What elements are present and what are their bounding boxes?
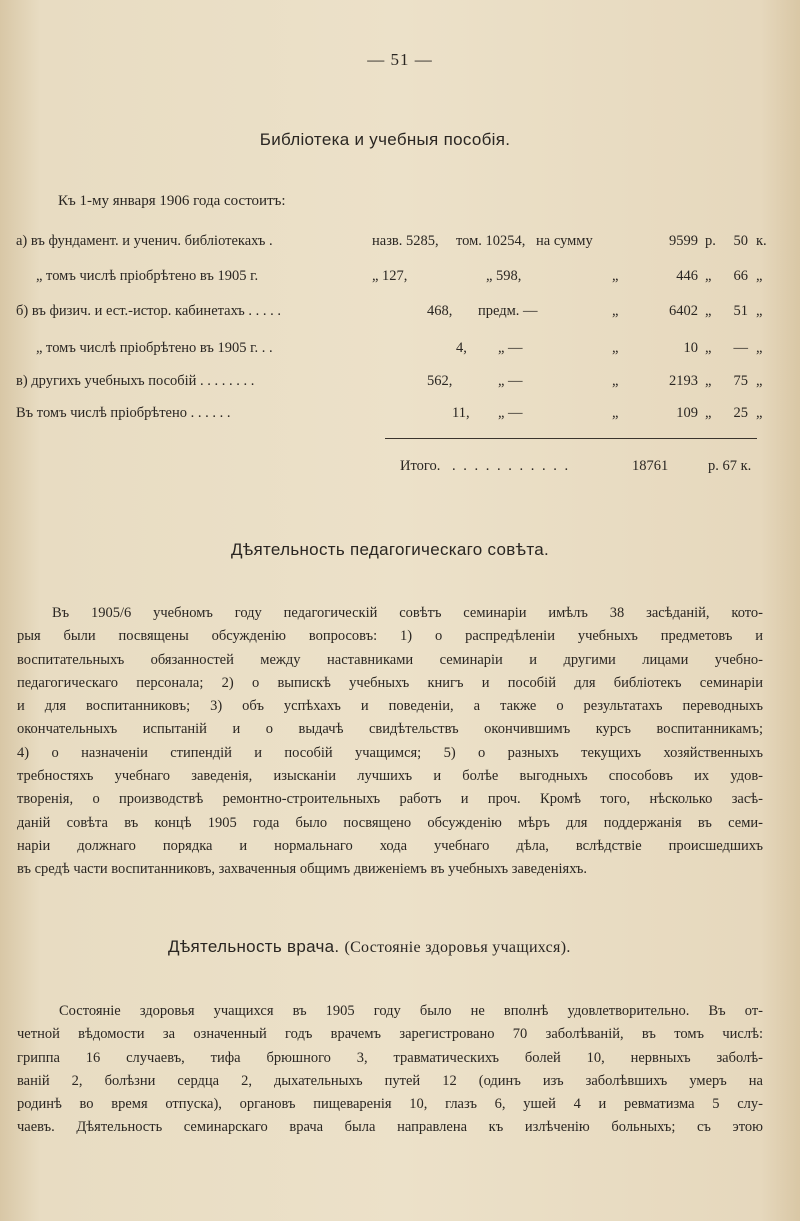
paragraph-line: 4) о назначеніи стипендій и пособій учащимся; 5) о разныхъ текущихъ хозяйственныхъ — [17, 744, 763, 761]
doctor-paragraph — [17, 1000, 763, 1140]
row-sum-label: на сумму — [536, 233, 593, 249]
row-kopecks: 51 — [733, 303, 748, 319]
row-rubles-unit: „ — [705, 405, 712, 421]
paragraph-line: даній совѣта въ концѣ 1905 года было посвящено обсужденію мѣръ для поддержанія въ семи- — [17, 814, 763, 831]
paragraph-line: Состояніе здоровья учащихся въ 1905 году было не вполнѣ удовлетворительно. Въ от- — [59, 1003, 763, 1019]
paragraph-line: и для воспитанниковъ; 3) объ успѣхахъ и поведеніи, а также о результатахъ переводныхъ — [17, 698, 763, 715]
row-ditto: „ — [612, 373, 619, 389]
total-leader-dots: . . . . . . . . . . . — [452, 458, 571, 474]
paragraph-line: воспитательныхъ обязанностей между наставниками семинаріи и другими лицами учебно- — [17, 651, 763, 668]
row-label: „ томъ числѣ пріобрѣтено въ 1905 г. — [36, 268, 259, 284]
row-rubles: 9599 — [669, 233, 698, 249]
paragraph-line: ваній 2, болѣзни сердца 2, дыхательныхъ путей 12 (одинъ изъ заболѣвшихъ умеръ на — [17, 1072, 763, 1089]
row-volumes: „ — — [498, 340, 523, 356]
row-titles: 468, — [427, 303, 453, 319]
inventory-row — [16, 405, 761, 427]
row-kopecks-unit: „ — [756, 405, 763, 421]
row-label: в) другихъ учебныхъ пособій . . . . . . . . — [16, 373, 255, 389]
inventory-row — [16, 373, 761, 395]
row-ditto: „ — [612, 405, 619, 421]
row-volumes: „ — — [498, 373, 523, 389]
total-label: Итого. — [400, 458, 441, 474]
row-rubles: 109 — [676, 405, 698, 421]
library-intro: Къ 1-му января 1906 года состоитъ: — [58, 193, 286, 209]
row-rubles: 6402 — [669, 303, 698, 319]
inventory-row — [16, 303, 761, 325]
row-rubles-unit: „ — [705, 268, 712, 284]
row-volumes: предм. — — [478, 303, 538, 319]
row-volumes: „ — — [498, 405, 523, 421]
row-label: б) въ физич. и ест.-истор. кабинетахъ . . . . . — [16, 303, 282, 319]
inventory-row — [16, 268, 761, 290]
row-kopecks: 75 — [733, 373, 748, 389]
row-titles: 11, — [452, 405, 470, 421]
council-heading: Дѣятельность педагогическаго совѣта. — [231, 540, 549, 559]
paragraph-line: педагогическаго персонала; 2) о выпискѣ учебныхъ книгъ и пособій для библіотекъ семинаріи — [17, 674, 763, 691]
paragraph-line: наріи должнаго порядка и нормальнаго хода учебнаго дѣла, вслѣдствіе происшедшихъ — [17, 837, 763, 854]
row-label: а) въ фундамент. и ученич. библіотекахъ . — [16, 233, 273, 249]
inventory-row — [16, 340, 761, 362]
row-kopecks: 66 — [733, 268, 748, 284]
library-heading: Библіотека и учебныя пособія. — [259, 130, 511, 149]
inventory-row — [16, 233, 767, 255]
paragraph-line: окончательныхъ испытаній и о выдачѣ свидѣтельствъ окончившимъ курсъ воспитанникамъ; — [17, 721, 763, 738]
row-kopecks-unit: „ — [756, 268, 763, 284]
row-titles: 562, — [427, 373, 453, 389]
row-ditto: „ — [612, 303, 619, 319]
row-kopecks: — — [733, 340, 748, 356]
row-kopecks: 25 — [733, 405, 748, 421]
paragraph-line: творенія, о производствѣ ремонтно-строительныхъ работъ и проч. Кромѣ того, нѣсколько засѣ- — [17, 791, 763, 808]
total-unit: р. 67 к. — [708, 458, 752, 474]
row-ditto: „ — [612, 268, 619, 284]
paragraph-line: въ средѣ части воспитанниковъ, захваченныя общимъ движеніемъ въ учебныхъ заведеніяхъ. — [17, 861, 588, 878]
total-rule — [385, 438, 757, 439]
row-kopecks-unit: „ — [756, 303, 763, 319]
total-sum: 18761 — [632, 458, 669, 474]
row-rubles: 10 — [683, 340, 698, 356]
row-titles: 4, — [456, 340, 467, 356]
paragraph-line: гриппа 16 случаевъ, тифа брюшного 3, травматическихъ болей 10, нервныхъ заболѣ- — [17, 1049, 763, 1066]
row-kopecks-unit: „ — [756, 340, 763, 356]
row-rubles-unit: „ — [705, 303, 712, 319]
council-paragraph — [17, 602, 763, 882]
doctor-heading — [168, 937, 571, 957]
page-number: — 51 — — [367, 50, 433, 69]
doctor-heading-subtitle: (Состояніе здоровья учащихся). — [344, 939, 571, 956]
row-rubles-unit: р. — [705, 233, 716, 249]
doctor-heading-title: Дѣятельность врача. — [168, 937, 340, 956]
row-titles: назв. 5285, — [372, 233, 439, 249]
row-kopecks-unit: „ — [756, 373, 763, 389]
paragraph-line: требностяхъ учебнаго заведенія, изысканіи лучшихъ и болѣе выгодныхъ способовъ их удов- — [17, 768, 763, 785]
row-volumes: том. 10254, — [456, 233, 526, 249]
paragraph-line: чаевъ. Дѣятельность семинарскаго врача была направлена къ излѣченію больныхъ; съ этою — [17, 1119, 763, 1136]
row-kopecks: 50 — [733, 233, 748, 249]
row-titles: „ 127, — [372, 268, 408, 284]
row-rubles: 446 — [676, 268, 698, 284]
row-rubles-unit: „ — [705, 340, 712, 356]
paragraph-line: рыя были посвящены обсужденію вопросовъ: 1) о распредѣленіи учебныхъ предметовъ и — [17, 628, 763, 645]
row-label: „ томъ числѣ пріобрѣтено въ 1905 г. . . — [36, 340, 273, 356]
row-volumes: „ 598, — [486, 268, 522, 284]
row-rubles: 2193 — [669, 373, 698, 389]
paragraph-line: родинѣ во время отпуска), органовъ пищеваренія 10, глазъ 6, ушей 4 и ревматизма 5 слу- — [17, 1096, 763, 1113]
paragraph-line: четной вѣдомости за означенный годъ врачемъ зарегистровано 70 заболѣваній, въ томъ числѣ: — [17, 1026, 763, 1043]
paragraph-line: Въ 1905/6 учебномъ году педагогическій совѣтъ семинаріи имѣлъ 38 засѣданій, кото- — [52, 605, 763, 621]
row-kopecks-unit: к. — [756, 233, 767, 249]
row-ditto: „ — [612, 340, 619, 356]
row-rubles-unit: „ — [705, 373, 712, 389]
row-label: Въ томъ числѣ пріобрѣтено . . . . . . — [16, 405, 231, 421]
